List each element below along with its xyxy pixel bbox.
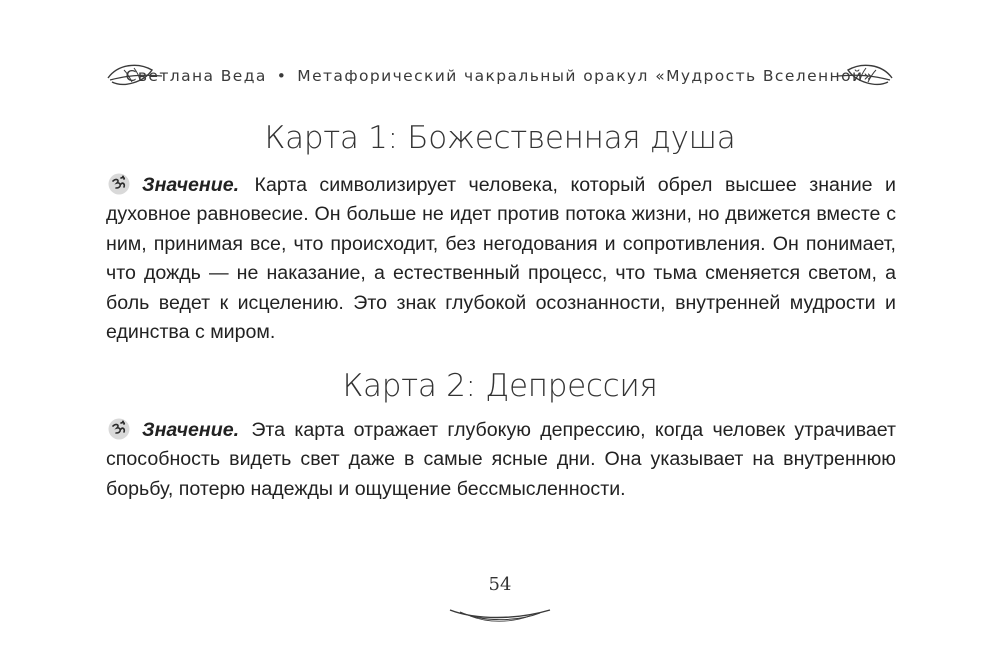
header-separator: • xyxy=(276,67,288,85)
header-book-title: Метафорический чакральный оракул «Мудрость Вселенной» xyxy=(297,67,875,85)
header-author: Светлана Веда xyxy=(125,67,267,85)
card-1-paragraph xyxy=(106,171,896,347)
meaning-label: Значение. xyxy=(142,174,240,196)
feather-ornament-icon xyxy=(446,604,554,626)
card-2-text: Эта карта отражает глубокую депрессию, когда человек утрачивает способность видеть свет даже в самые ясные дни. Она указывает на внутреннюю борьбу, потерю надежды и ощущение бессмысленности. xyxy=(106,419,896,500)
card-1-title: Карта 1: Божественная душа xyxy=(264,120,736,156)
card-2-title: Карта 2: Депрессия xyxy=(342,368,658,404)
page-number: 54 xyxy=(488,574,512,595)
om-bullet-icon xyxy=(106,417,132,441)
card-2-paragraph xyxy=(106,416,896,504)
running-header xyxy=(100,58,900,94)
leaf-ornament-icon xyxy=(832,60,896,92)
om-bullet-icon xyxy=(106,172,132,196)
card-1-text: Карта символизирует человека, который обрел высшее знание и духовное равновесие. Он больше не идет против потока жизни, но движется вместе с ним, принимая все, что происходит, без негодования и сопротивления. Он понимает, что дождь — не наказание, а естественный процесс, что тьма сменяется светом, а боль ведет к исцелению. Это знак глубокой осознанности, внутренней мудрости и единства с миром. xyxy=(106,174,896,344)
meaning-label: Значение. xyxy=(142,419,240,441)
header-text xyxy=(100,67,900,85)
